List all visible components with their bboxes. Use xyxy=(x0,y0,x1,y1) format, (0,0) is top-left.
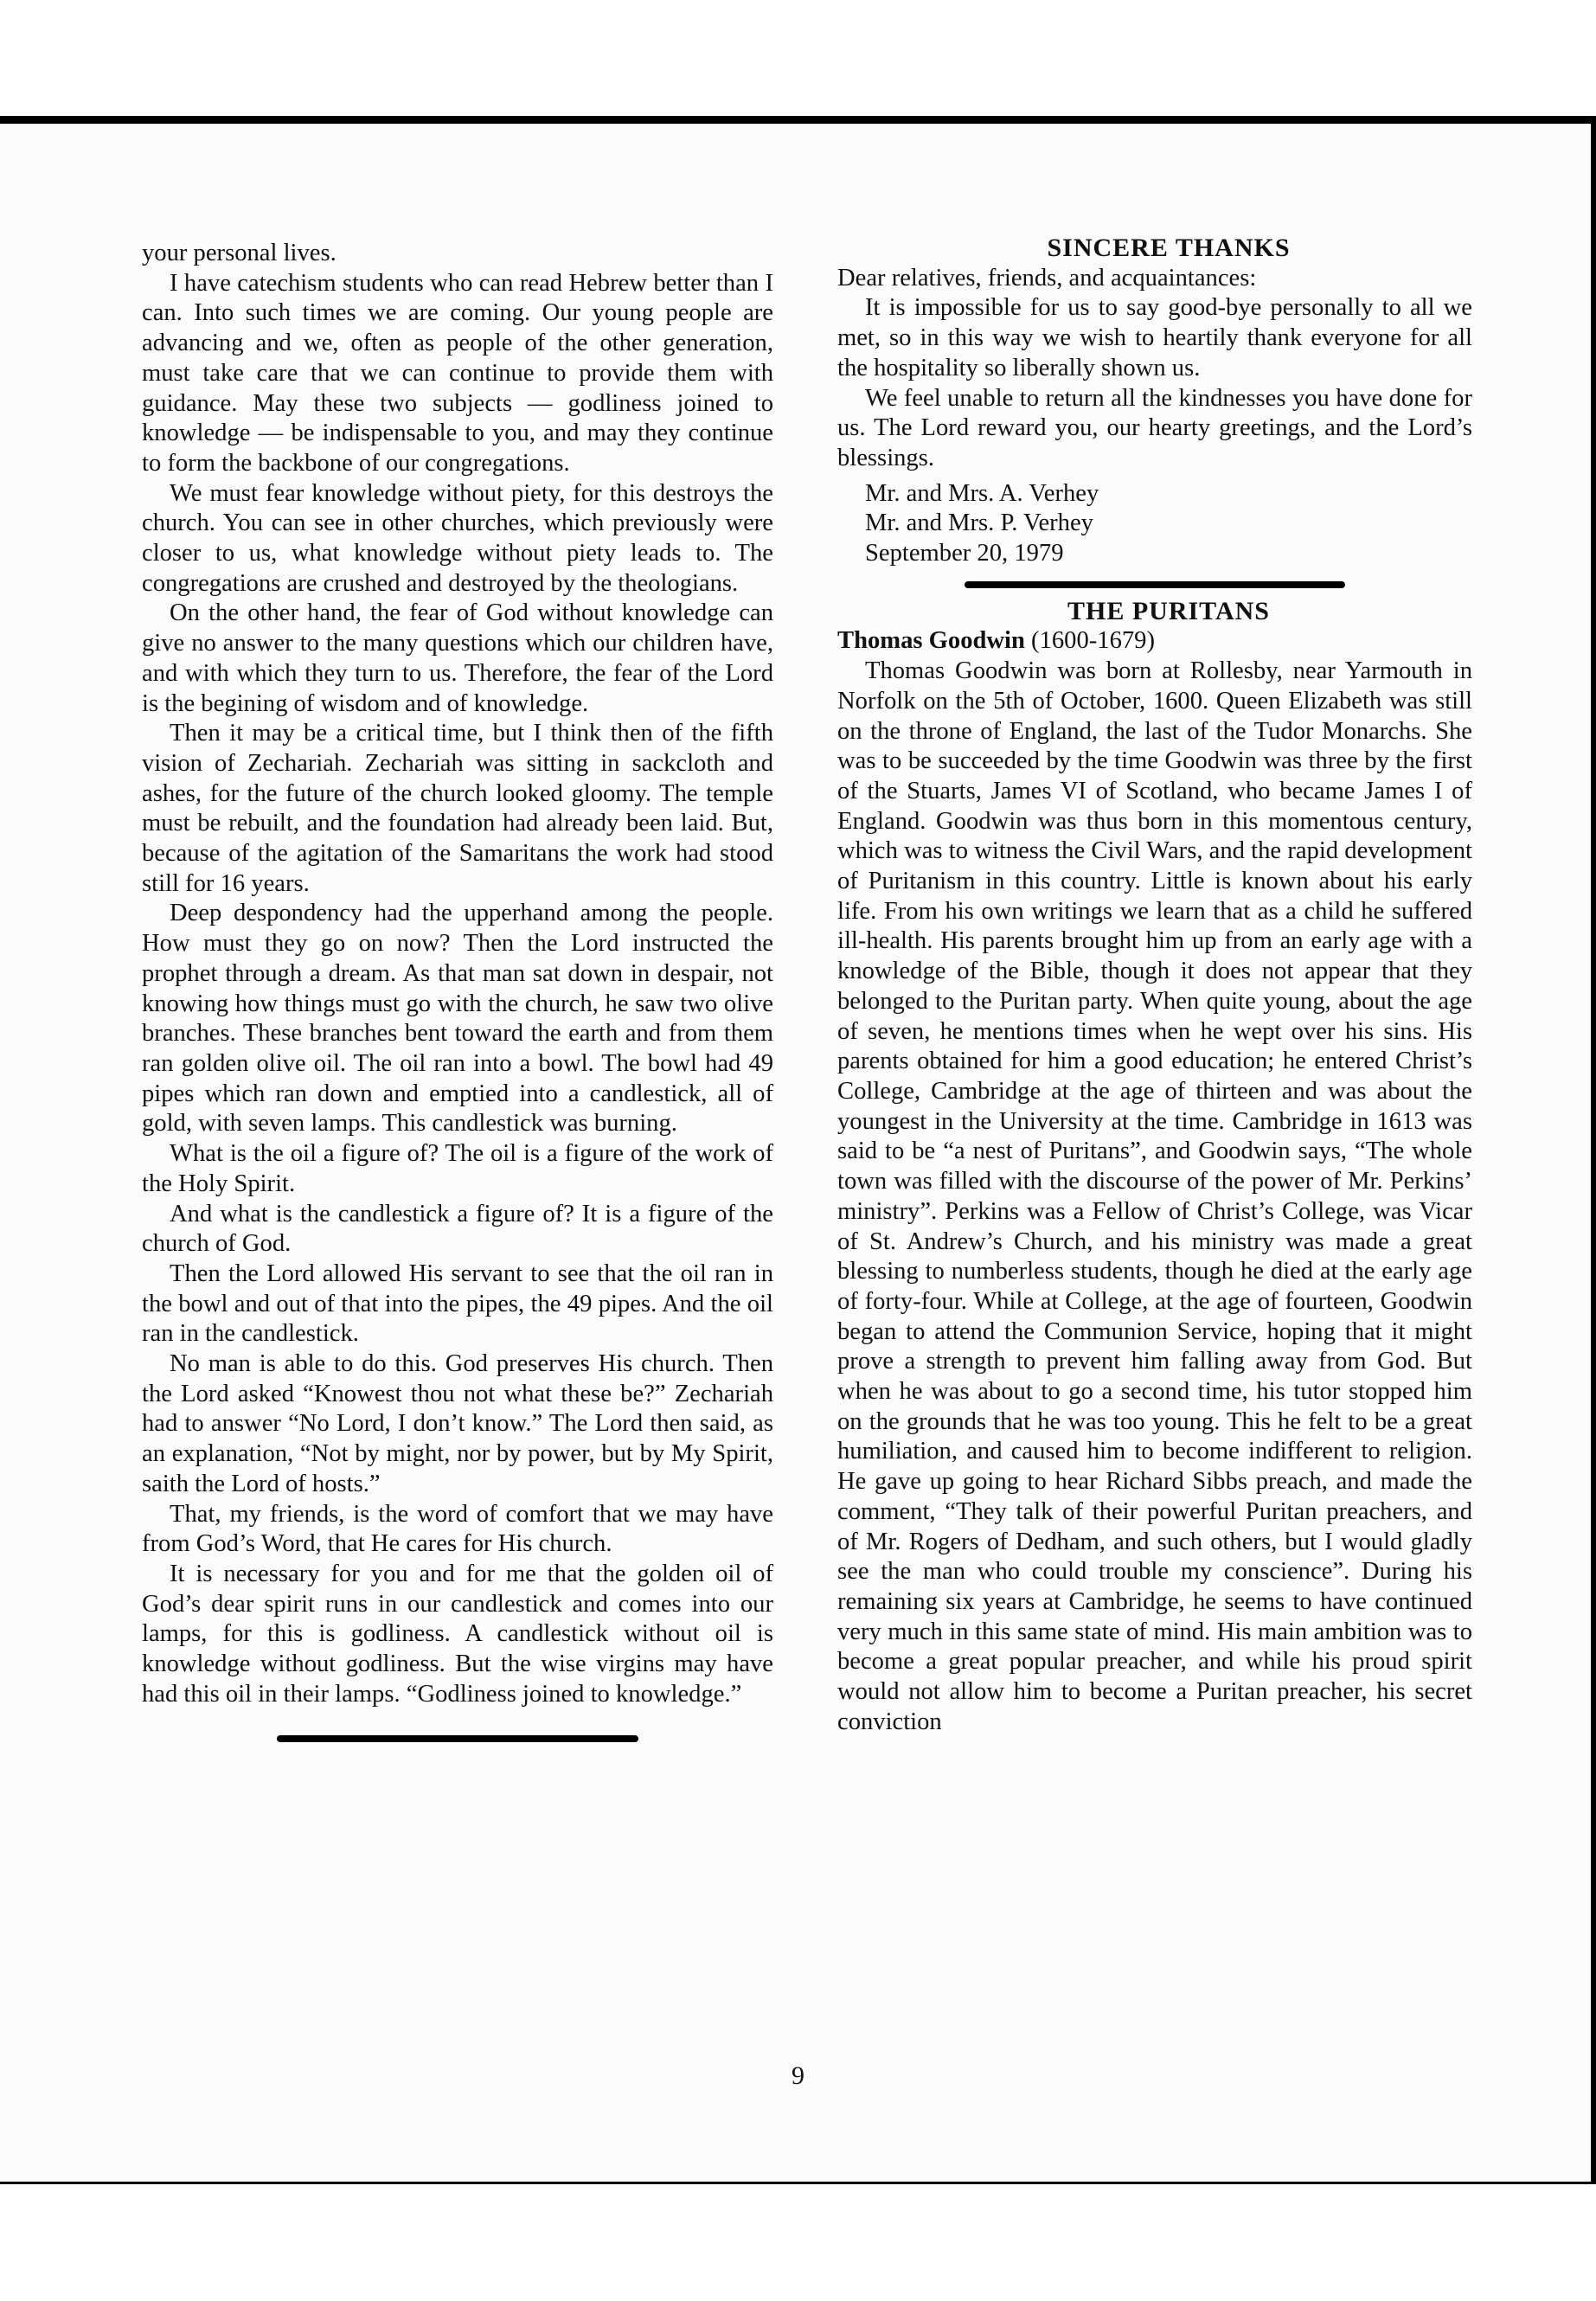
signature-date: September 20, 1979 xyxy=(865,540,1064,567)
right-column xyxy=(837,234,1472,1737)
bio-paragraph: Thomas Goodwin was born at Rollesby, near Yarmouth in Norfolk on the 5th of October, 1600. Queen Elizabeth was still on the throne of England, the last of the Tudor Monarchs. She was to be succeeded by the time Goodwin was three by the first of the Stuarts, James VI of Scotland, who became James I of England. Goodwin was thus born in this momentous century, which was to witness the Civil Wars, and the rapid development of Puritanism in this country. Little is known about his early life. From his own writings we learn that as a child he suffered ill-health. His parents brought him up from an early age with a knowledge of the Bible, though it does not appear that they belonged to the Puritan party. When quite young, about the age of seven, he mentions times when he wept over his sins. His parents obtained for him a good education; he entered Christ’s College, Cambridge at the age of thirteen and was about the youngest in the University at the time. Cambridge in 1613 was said to be “a nest of Puritans”, and Goodwin says, “The whole town was filled with the discourse of the power of Mr. Perkins’ ministry”. Perkins was a Fellow of Christ’s College, was Vicar of St. Andrew’s Church, and his ministry was made a great blessing to numberless students, though he died at the early age of forty-four. While at College, at the age of fourteen, Goodwin began to attend the Communion Service, hoping that it might prove a strength to prevent him falling away from God. But when he was about to go a second time, his tutor stopped him on the grounds that he was too young. This he felt to be a great humiliation, and caused him to become indifferent to religion. He gave up going to hear Richard Sibbs preach, and made the comment, “They talk of their powerful Puritan preachers, and of Mr. Rogers of Dedham, and such others, but I would gladly see the man who could trouble my conscience”. During his remaining six years at Cambridge, he seems to have continued very much in this same state of mind. His main ambition was to become a great popular preacher, and while his proud spirit would not allow him to become a Puritan preacher, his secret conviction xyxy=(837,657,1472,1735)
bio-name: Thomas Goodwin xyxy=(837,627,1025,655)
signature-block xyxy=(837,479,1472,569)
paragraph: No man is able to do this. God preserves His church. Then the Lord asked “Knowest thou not what these be?” Zechariah had to answer “No Lord, I don’t know.” The Lord then said, as an explanation, “Not by might, nor by power, but by My Spirit, saith the Lord of hosts.” xyxy=(142,1350,773,1497)
paragraph: I have catechism students who can read Hebrew better than I can. Into such times we are coming. Our young people are advancing and we, often as people of the other generation, must take care that we can continue to provide them with guidance. May these two subjects — godliness joined to knowledge — be indispensable to you, and may they continue to form the backbone of our congregations. xyxy=(142,269,773,477)
sincere-thanks-heading: SINCERE THANKS xyxy=(1047,234,1291,262)
section-divider xyxy=(965,581,1345,588)
signature-line: Mr. and Mrs. P. Verhey xyxy=(865,510,1093,537)
thanks-salutation: Dear relatives, friends, and acquaintances: xyxy=(837,264,1257,292)
paragraph: It is impossible for us to say good-bye personally to all we met, so in this way we wish to heartily thank everyone for all the hospitality so liberally shown us. xyxy=(837,294,1472,381)
paragraph: We must fear knowledge without piety, for this destroys the church. You can see in other churches, which previously were closer to us, what knowledge without piety leads to. The congregations are crushed and destroyed by the theologians. xyxy=(142,479,773,597)
page-number: 9 xyxy=(792,2061,804,2090)
paragraph: It is necessary for you and for me that the golden oil of God’s dear spirit runs in our candlestick and comes into our lamps, for this is godliness. A candlestick without oil is knowledge without godliness. But the wise virgins may have had this oil in their lamps. “Godliness joined to knowledge.” xyxy=(142,1560,773,1708)
bio-title xyxy=(837,626,1472,657)
paragraph: That, my friends, is the word of comfort that we may have from God’s Word, that He cares for His church. xyxy=(142,1500,773,1558)
paragraph: What is the oil a figure of? The oil is a figure of the work of the Holy Spirit. xyxy=(142,1140,773,1197)
paragraph: Deep despondency had the upperhand among the people. How must they go on now? Then the Lord instructed the prophet through a dream. As that man sat down in despair, not knowing how things must go with the church, he saw two olive branches. These branches bent toward the earth and from them ran golden olive oil. The oil ran into a bowl. The bowl had 49 pipes which ran down and emptied into a candlestick, all of gold, with seven lamps. This candlestick was burning. xyxy=(142,900,773,1138)
paragraph: Then it may be a critical time, but I think then of the fifth vision of Zechariah. Zechariah was sitting in sackcloth and ashes, for the future of the church looked gloomy. The temple must be rebuilt, and the foundation had already been laid. But, because of the agitation of the Samaritans the work had stood still for 16 years. xyxy=(142,720,773,897)
scan-border-top xyxy=(0,116,1596,124)
section-divider xyxy=(277,1735,638,1742)
bio-dates: (1600-1679) xyxy=(1024,627,1155,655)
paragraph: We feel unable to return all the kindnesses you have done for us. The Lord reward you, our hearty greetings, and the Lord’s blessings. xyxy=(837,384,1472,471)
paragraph: Then the Lord allowed His servant to see that the oil ran in the bowl and out of that into the pipes, the 49 pipes. And the oil ran in the candlestick. xyxy=(142,1259,773,1348)
signature-line: Mr. and Mrs. A. Verhey xyxy=(865,479,1099,507)
paragraph: your personal lives. xyxy=(142,240,337,266)
scan-border-bottom xyxy=(0,2182,1596,2184)
left-column xyxy=(142,239,773,1751)
paragraph: And what is the candlestick a figure of? It is a figure of the church of God. xyxy=(142,1200,773,1258)
scan-border-right xyxy=(1591,116,1596,2183)
puritans-heading: THE PURITANS xyxy=(1067,596,1270,625)
paragraph: On the other hand, the fear of God without knowledge can give no answer to the many questions which our children have, and with which they turn to us. Therefore, the fear of the Lord is the begining of wisdom and of knowledge. xyxy=(142,599,773,717)
